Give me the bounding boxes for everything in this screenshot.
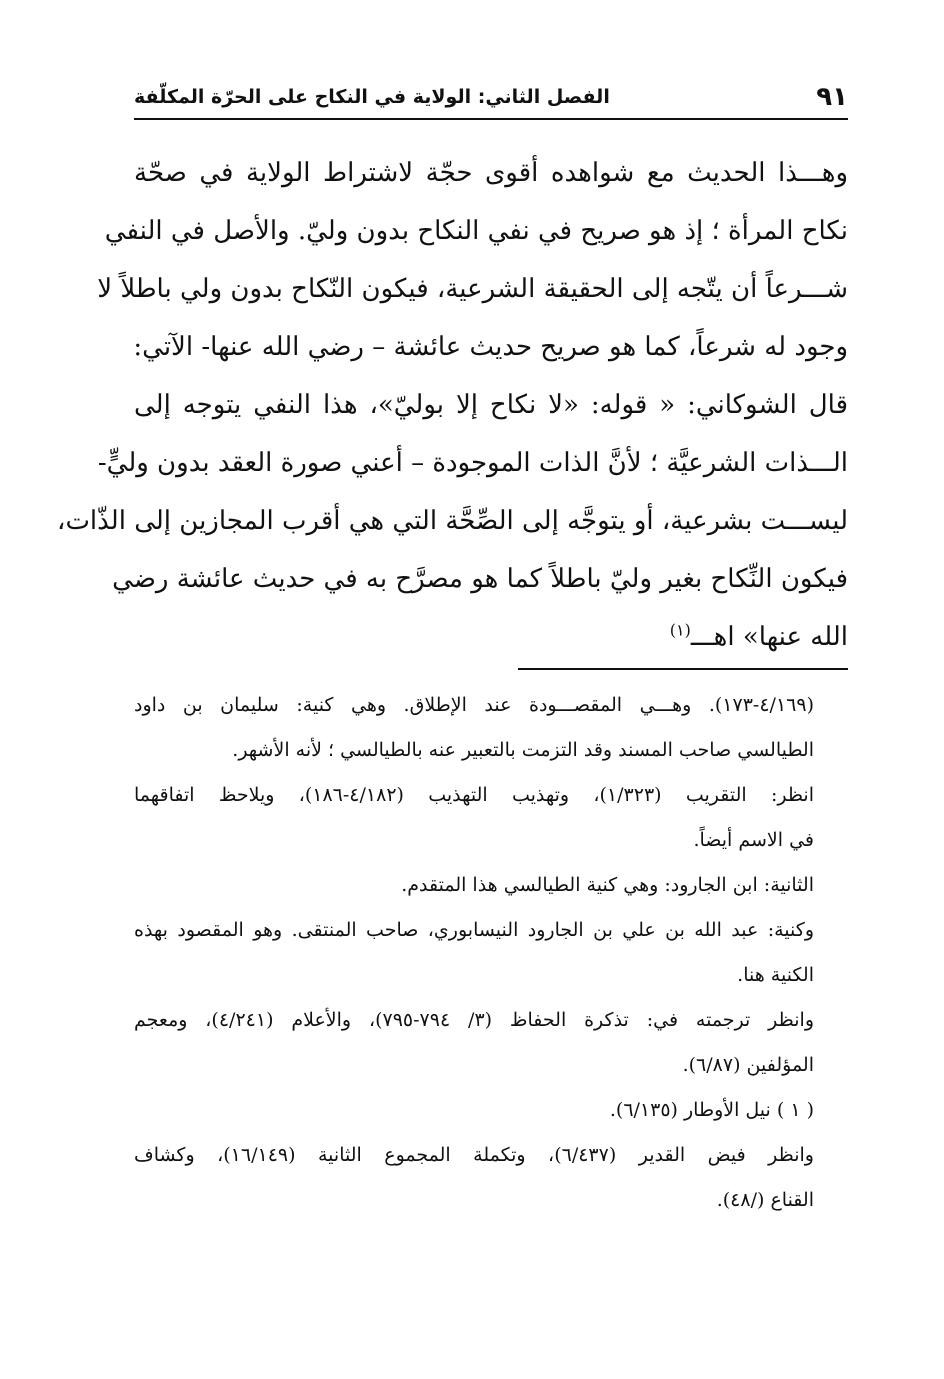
text-line: ليســـت بشرعية، أو يتوجَّه إلى الصِّحَّة التي هي أقرب المجازين إلى الذّات، (57, 506, 848, 536)
footnote-line: وانظر فيض القدير (٦/٤٣٧)، وتكملة المجموع الثانية (١٦/١٤٩)، وكشاف (134, 1144, 814, 1166)
chapter-title: الفصل الثاني: الولاية في النكاح على الحرّة المكلّفة (134, 86, 610, 108)
footnote-1: ( ١ ) نيل الأوطار (٦/١٣٥). (609, 1099, 814, 1121)
text-line: الـــذات الشرعيَّة ؛ لأنَّ الذات الموجودة – أعني صورة العقد بدون وليٍّ- (97, 448, 848, 478)
footnote-line: الكنية هنا. (737, 964, 814, 986)
footnote-reference[interactable]: (١) (669, 620, 691, 640)
page-number: ٩١ (816, 82, 848, 112)
footnote-line: الطيالسي صاحب المسند وقد التزمت بالتعبير عنه بالطيالسي ؛ لأنه الأشهر. (232, 739, 814, 761)
footnote-line: في الاسم أيضاً. (693, 829, 814, 851)
closing-quote-text: الله عنها» اهـــ (690, 622, 848, 652)
footnote-line: (٤/١٦٩-١٧٣). وهـــي المقصـــودة عند الإطلاق. وهي كنية: سليمان بن داود (134, 694, 814, 716)
main-text (57, 146, 848, 668)
text-line-last (134, 610, 848, 668)
footnote-line: وانظر ترجمته في: تذكرة الحفاظ (٣/ ٧٩٤-٧٩٥)، والأعلام (٤/٢٤١)، ومعجم (134, 1009, 814, 1031)
footnotes-section (134, 684, 814, 1224)
footnote-line: الثانية: ابن الجارود: وهي كنية الطيالسي هذا المتقدم. (401, 874, 814, 896)
footnote-line: انظر: التقريب (١/٣٢٣)، وتهذيب التهذيب (٤/١٨٢-١٨٦)، ويلاحظ اتفاقهما (134, 784, 814, 806)
text-line: فيكون النِّكاح بغير وليّ باطلاً كما هو مصرَّح به في حديث عائشة رضي (112, 564, 848, 594)
footnote-line: وكنية: عبد الله بن علي بن الجارود النيسابوري، صاحب المنتقى. وهو المقصود بهذه (134, 919, 814, 941)
running-header (134, 80, 848, 120)
text-line: شـــرعاً أن يتّجه إلى الحقيقة الشرعية، فيكون النّكاح بدون ولي باطلاً لا (97, 274, 848, 304)
text-line: نكاح المرأة ؛ إذ هو صريح في نفي النكاح بدون وليّ. والأصل في النفي (104, 216, 848, 246)
footnote-line: القناع (/٤٨). (716, 1189, 814, 1211)
text-line: وهـــذا الحديث مع شواهده أقوى حجّة لاشتراط الولاية في صحّة (134, 158, 848, 188)
footnote-line: المؤلفين (٦/٨٧). (682, 1054, 814, 1076)
text-line: قال الشوكاني: « قوله: «لا نكاح إلا بوليّ»، هذا النفي يتوجه إلى (134, 390, 848, 420)
footnote-separator (518, 668, 848, 670)
text-line: وجود له شرعاً، كما هو صريح حديث عائشة – رضي الله عنها- الآتي: (133, 332, 848, 362)
